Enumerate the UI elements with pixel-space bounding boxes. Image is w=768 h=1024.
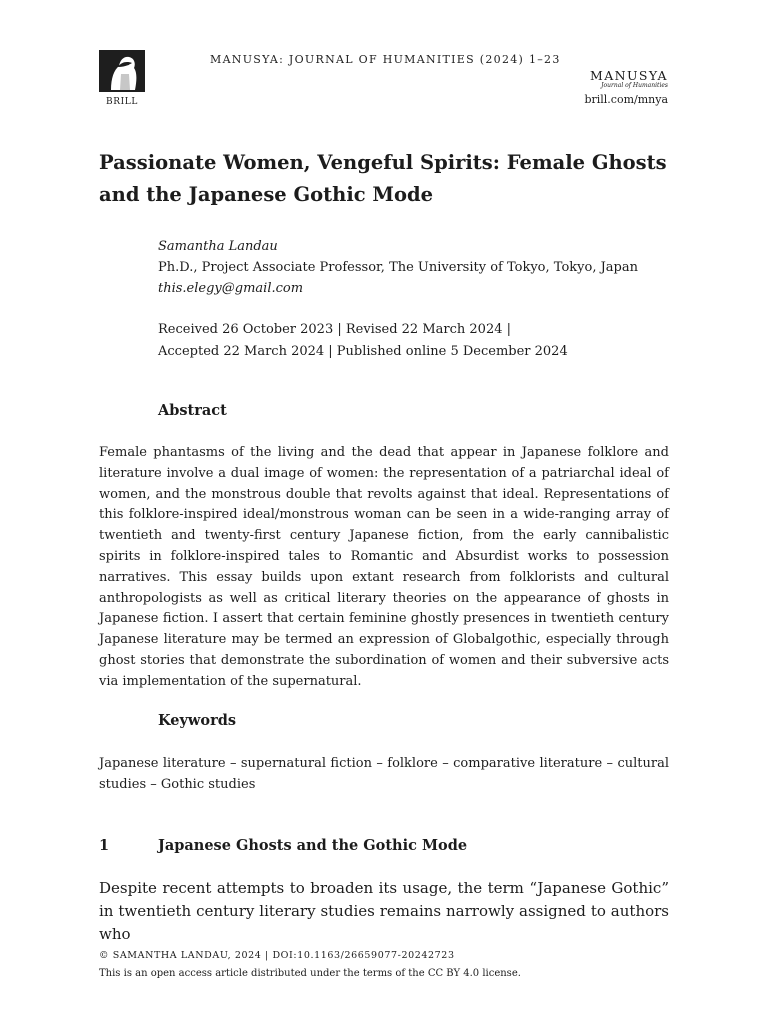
- journal-url-link[interactable]: brill.com/mnya: [584, 93, 668, 106]
- license-line: This is an open access article distributed under the terms of the CC BY 4.0 license.: [99, 968, 521, 979]
- abstract-heading: Abstract: [158, 402, 227, 419]
- author-email-link[interactable]: this.elegy@gmail.com: [158, 281, 304, 296]
- section-title: Japanese Ghosts and the Gothic Mode: [158, 837, 468, 854]
- section-number: 1: [99, 837, 110, 854]
- publisher-name: BRILL: [106, 97, 138, 107]
- keywords-text: Japanese literature – supernatural fiction – folklore – comparative literature – cultural studies – Gothic studies: [99, 756, 669, 792]
- article-title: [99, 147, 679, 211]
- author-affiliation: Ph.D., Project Associate Professor, The University of Tokyo, Tokyo, Japan: [158, 260, 638, 275]
- journal-masthead: [584, 68, 668, 106]
- journal-running-head: MANUSYA: JOURNAL OF HUMANITIES (2024) 1–23: [210, 53, 561, 66]
- article-dates: [158, 319, 678, 362]
- copyright-doi-line: © SAMANTHA LANDAU, 2024 | DOI:10.1163/26659077-20242723: [99, 950, 455, 961]
- masthead-name: MANUSYA: [590, 68, 668, 83]
- title-line-1: Passionate Women, Vengeful Spirits: Female Ghosts: [99, 151, 667, 174]
- section-body-text: Despite recent attempts to broaden its usage, the term “Japanese Gothic” in twentieth century literary studies remains narrowly assigned to authors who: [99, 879, 669, 943]
- dates-line-1: Received 26 October 2023 | Revised 22 March 2024 |: [158, 322, 511, 337]
- title-line-2: and the Japanese Gothic Mode: [99, 183, 434, 206]
- keywords-heading: Keywords: [158, 712, 237, 729]
- dates-line-2: Accepted 22 March 2024 | Published online 5 December 2024: [158, 343, 568, 359]
- abstract-text: Female phantasms of the living and the dead that appear in Japanese folklore and literature involve a dual image of women: the representation of a patriarchal ideal of women, and the monstrous double that revolts against that ideal. Representations of this folklore-inspired ideal/monstrous woman can be seen in a wide-ranging array of twentieth and twenty-first century Japanese fiction, from the early cannibalistic spirits in folklore-inspired tales to Romantic and Absurdist works to possession narratives. This essay builds upon extant research from folklorists and cultural anthropologists as well as critical literary theories on the appearance of ghosts in Japanese fiction. I assert that certain feminine ghostly presences in twentieth century Japanese literature may be termed an expression of Globalgothic, especially through ghost stories that demonstrate the subordination of women and their subversive acts via implementation of the supernatural.: [99, 445, 669, 689]
- author-name: Samantha Landau: [158, 239, 278, 254]
- masthead-subtitle: Journal of Humanities: [601, 82, 668, 89]
- brill-logo-icon: [99, 50, 145, 92]
- author-block: [158, 236, 698, 299]
